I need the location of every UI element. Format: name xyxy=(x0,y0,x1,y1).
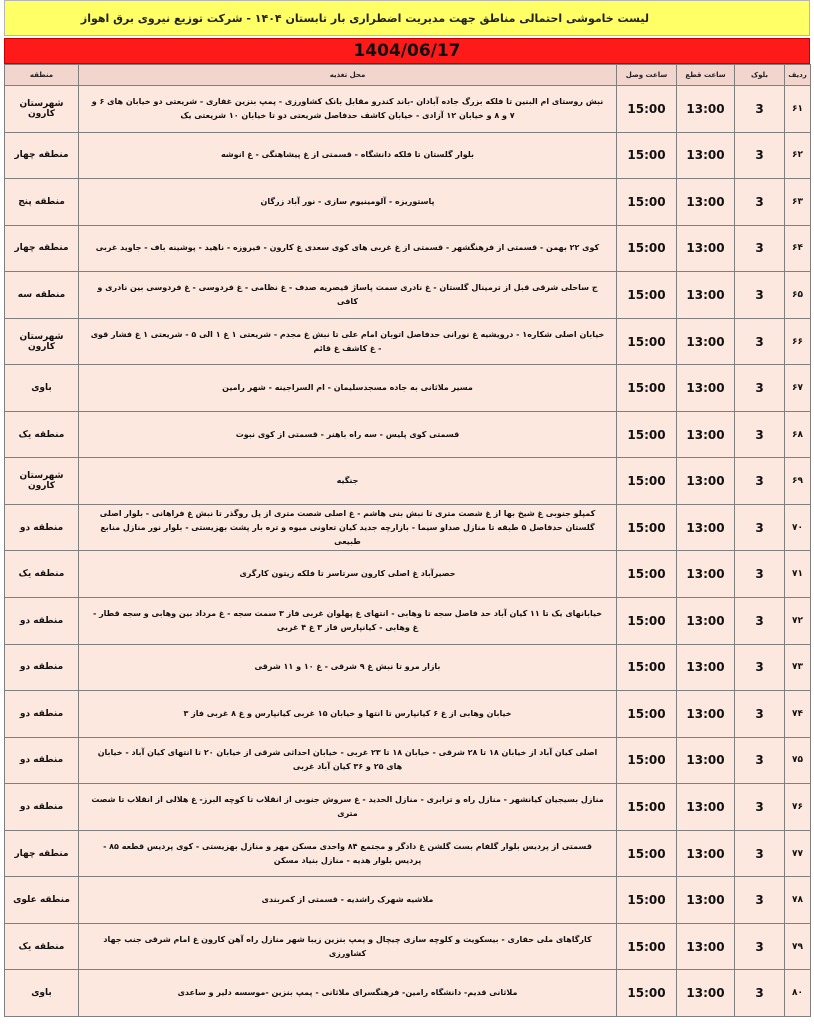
table-row xyxy=(5,365,811,412)
region-cell: منطقه پنج xyxy=(5,179,79,226)
table-row xyxy=(5,318,811,365)
block-cell: 3 xyxy=(735,504,785,551)
outage-table xyxy=(4,64,811,1017)
feed-location-cell: خیابانهای یک تا ۱۱ کیان آباد حد فاصل سجه تا وهابی - انتهای غ پهلوان غربی فاز ۳ سمت سجه - غ مرداد بین وهابی و سجه قطار - غ وهابی - کیانپارس فاز ۳ غ ۴ غربی xyxy=(79,598,617,645)
block-cell: 3 xyxy=(735,970,785,1017)
cut-time-cell: 13:00 xyxy=(677,784,735,831)
connect-time-cell: 15:00 xyxy=(617,86,677,133)
table-row xyxy=(5,877,811,924)
feed-location-cell: ج ساحلی شرقی قبل از ترمینال گلستان - غ نادری سمت پاساژ قیصریه صدف - غ نظامی - غ فردوسی - غ فردوسی بین نادری و کافی xyxy=(79,272,617,319)
region-cell: منطقه علوی xyxy=(5,877,79,924)
cut-time-cell: 13:00 xyxy=(677,923,735,970)
feed-location-cell: حصیرآباد غ اصلی کارون سرتاسر تا فلکه زیتون کارگری xyxy=(79,551,617,598)
connect-time-cell: 15:00 xyxy=(617,272,677,319)
block-cell: 3 xyxy=(735,365,785,412)
row-number-cell: ۷۴ xyxy=(785,691,811,738)
page-title: لیست خاموشی احتمالی مناطق جهت مدیریت اضطراری بار تابستان ۱۴۰۴ - شرکت توزیع نیروی برق اهواز xyxy=(4,0,810,36)
cut-time-cell: 13:00 xyxy=(677,691,735,738)
page xyxy=(4,0,812,1024)
feed-location-cell: کمپلو جنوبی غ شیخ بها از غ شصت متری تا نبش بنی هاشم - غ اصلی شصت متری از پل روگذر تا نبش غ فراهانی - بلوار اصلی گلستان حدفاصل ۵ طبقه تا منازل صداو سیما - بازارچه جدید کیان تعاونی میوه و تره بار پشت بهزیستی - بلوار نور منازل منابع طبیعی xyxy=(79,504,617,551)
date-banner: 1404/06/17 xyxy=(4,38,810,64)
block-cell: 3 xyxy=(735,458,785,505)
connect-time-cell: 15:00 xyxy=(617,784,677,831)
block-cell: 3 xyxy=(735,551,785,598)
feed-location-cell: ملاثانی قدیم- دانشگاه رامین- فرهنگسرای ملاثانی - پمپ بنزین -موسسه دلیر و ساعدی xyxy=(79,970,617,1017)
region-cell: منطقه دو xyxy=(5,504,79,551)
block-cell: 3 xyxy=(735,877,785,924)
row-number-cell: ۷۵ xyxy=(785,737,811,784)
block-cell: 3 xyxy=(735,411,785,458)
cut-time-cell: 13:00 xyxy=(677,458,735,505)
row-number-cell: ۷۳ xyxy=(785,644,811,691)
table-row xyxy=(5,225,811,272)
row-number-cell: ۷۹ xyxy=(785,923,811,970)
connect-time-cell: 15:00 xyxy=(617,970,677,1017)
region-cell: منطقه یک xyxy=(5,551,79,598)
feed-location-cell: خیابان اصلی شکاره۱ - درویشیه غ نورانی حدفاصل اتوبان امام علی تا نبش غ مجدم - شریعتی ۱ غ ۱ الی ۵ - شریعتی ۱ غ فشار قوی - غ کاشف غ قائم xyxy=(79,318,617,365)
region-cell: منطقه چهار xyxy=(5,132,79,179)
table-row xyxy=(5,970,811,1017)
feed-location-cell: قسمتی از پردیس بلوار گلفام بست گلشن غ دادگر و مجتمع ۸۴ واحدی مسکن مهر و منازل بهزیستی - کوی پردیس قطعه ۸۵ - پردیس بلوار هدیه - منازل بنیاد مسکن xyxy=(79,830,617,877)
cut-time-cell: 13:00 xyxy=(677,970,735,1017)
row-number-cell: ۷۸ xyxy=(785,877,811,924)
cut-time-cell: 13:00 xyxy=(677,365,735,412)
block-cell: 3 xyxy=(735,830,785,877)
region-cell: منطقه دو xyxy=(5,644,79,691)
row-number-cell: ۷۶ xyxy=(785,784,811,831)
cut-time-cell: 13:00 xyxy=(677,737,735,784)
connect-time-cell: 15:00 xyxy=(617,923,677,970)
cut-time-cell: 13:00 xyxy=(677,179,735,226)
feed-location-cell: قسمتی کوی پلیس - سه راه باهنر - قسمتی از کوی نبوت xyxy=(79,411,617,458)
block-cell: 3 xyxy=(735,598,785,645)
connect-time-cell: 15:00 xyxy=(617,318,677,365)
table-row xyxy=(5,598,811,645)
header-row-number: ردیف xyxy=(785,65,811,86)
region-cell: منطقه یک xyxy=(5,411,79,458)
table-row xyxy=(5,551,811,598)
block-cell: 3 xyxy=(735,86,785,133)
cut-time-cell: 13:00 xyxy=(677,411,735,458)
table-row xyxy=(5,132,811,179)
table-row xyxy=(5,830,811,877)
feed-location-cell: کوی ۲۲ بهمن - قسمتی از فرهنگشهر - قسمتی از غ غربی های کوی سعدی غ کارون - فیروزه - ناهید - پوشینه باف - جاوید غربی xyxy=(79,225,617,272)
cut-time-cell: 13:00 xyxy=(677,504,735,551)
region-cell: باوی xyxy=(5,970,79,1017)
cut-time-cell: 13:00 xyxy=(677,644,735,691)
header-connect-time: ساعت وصل xyxy=(617,65,677,86)
region-cell: منطقه چهار xyxy=(5,225,79,272)
row-number-cell: ۷۱ xyxy=(785,551,811,598)
feed-location-cell: بازار مرو تا نبش غ ۹ شرقی - غ ۱۰ و ۱۱ شرقی xyxy=(79,644,617,691)
cut-time-cell: 13:00 xyxy=(677,877,735,924)
connect-time-cell: 15:00 xyxy=(617,737,677,784)
header-block: بلوک xyxy=(735,65,785,86)
feed-location-cell: اصلی کیان آباد از خیابان ۱۸ تا ۲۸ شرقی - خیابان ۱۸ تا ۲۳ غربی - خیابان احداثی شرقی از خیابان ۲۰ تا انتهای کیان آباد - خیابان های ۲۵ و ۳۶ کیان آباد غربی xyxy=(79,737,617,784)
connect-time-cell: 15:00 xyxy=(617,365,677,412)
row-number-cell: ۶۸ xyxy=(785,411,811,458)
row-number-cell: ۶۹ xyxy=(785,458,811,505)
region-cell: منطقه دو xyxy=(5,737,79,784)
table-row xyxy=(5,272,811,319)
connect-time-cell: 15:00 xyxy=(617,598,677,645)
row-number-cell: ۶۷ xyxy=(785,365,811,412)
connect-time-cell: 15:00 xyxy=(617,691,677,738)
block-cell: 3 xyxy=(735,318,785,365)
connect-time-cell: 15:00 xyxy=(617,411,677,458)
region-cell: شهرستان کارون xyxy=(5,318,79,365)
cut-time-cell: 13:00 xyxy=(677,551,735,598)
region-cell: منطقه چهار xyxy=(5,830,79,877)
block-cell: 3 xyxy=(735,179,785,226)
block-cell: 3 xyxy=(735,272,785,319)
row-number-cell: ۶۴ xyxy=(785,225,811,272)
cut-time-cell: 13:00 xyxy=(677,318,735,365)
table-row xyxy=(5,411,811,458)
connect-time-cell: 15:00 xyxy=(617,132,677,179)
region-cell: منطقه یک xyxy=(5,923,79,970)
region-cell: منطقه دو xyxy=(5,784,79,831)
cut-time-cell: 13:00 xyxy=(677,830,735,877)
feed-location-cell: پاستوریزه - آلومینیوم سازی - نور آباد زرگان xyxy=(79,179,617,226)
block-cell: 3 xyxy=(735,784,785,831)
region-cell: منطقه سه xyxy=(5,272,79,319)
cut-time-cell: 13:00 xyxy=(677,598,735,645)
cut-time-cell: 13:00 xyxy=(677,132,735,179)
header-region: منطقه xyxy=(5,65,79,86)
region-cell: شهرستان کارون xyxy=(5,458,79,505)
row-number-cell: ۸۰ xyxy=(785,970,811,1017)
table-row xyxy=(5,644,811,691)
table-row xyxy=(5,784,811,831)
connect-time-cell: 15:00 xyxy=(617,225,677,272)
block-cell: 3 xyxy=(735,691,785,738)
region-cell: شهرستان کارون xyxy=(5,86,79,133)
connect-time-cell: 15:00 xyxy=(617,644,677,691)
feed-location-cell: نبش روستای ام البنین تا فلکه بزرگ جاده آبادان -باند کندرو مقابل بانک کشاورزی - پمپ بنزین غفاری - شریعتی دو خیابان های ۶ و ۷ و ۸ و خیابان ۱۲ آزادی - خیابان کاشف حدفاصل شریعتی دو تا خیابان ۱۰ شریعتی یک xyxy=(79,86,617,133)
feed-location-cell: بلوار گلستان تا فلکه دانشگاه - قسمتی از غ پیشاهنگی - غ انوشه xyxy=(79,132,617,179)
row-number-cell: ۶۳ xyxy=(785,179,811,226)
region-cell: منطقه دو xyxy=(5,598,79,645)
feed-location-cell: کارگاهای ملی حفاری - بیسکویت و کلوچه سازی چیچال و پمپ بنزین زیبا شهر منازل راه آهن کارون غ امام شرقی جنب جهاد کشاورزی xyxy=(79,923,617,970)
table-row xyxy=(5,923,811,970)
connect-time-cell: 15:00 xyxy=(617,458,677,505)
header-cut-time: ساعت قطع xyxy=(677,65,735,86)
header-feed-location: محل تغذیه xyxy=(79,65,617,86)
table-row xyxy=(5,504,811,551)
row-number-cell: ۷۲ xyxy=(785,598,811,645)
feed-location-cell: مسیر ملاثانی به جاده مسجدسلیمان - ام السراجینه - شهر رامین xyxy=(79,365,617,412)
block-cell: 3 xyxy=(735,737,785,784)
row-number-cell: ۷۰ xyxy=(785,504,811,551)
table-row xyxy=(5,86,811,133)
block-cell: 3 xyxy=(735,923,785,970)
table-row xyxy=(5,458,811,505)
row-number-cell: ۶۵ xyxy=(785,272,811,319)
connect-time-cell: 15:00 xyxy=(617,179,677,226)
feed-location-cell: منازل بسیجیان کیانشهر - منازل راه و ترابری - منازل الحدید - غ سروش جنوبی از انقلاب تا کوچه البرز- غ هلالی از انقلاب تا شصت متری xyxy=(79,784,617,831)
cut-time-cell: 13:00 xyxy=(677,272,735,319)
table-row xyxy=(5,179,811,226)
feed-location-cell: ملاشیه شهرک راشدیه - قسمتی از کمربندی xyxy=(79,877,617,924)
cut-time-cell: 13:00 xyxy=(677,225,735,272)
table-row xyxy=(5,691,811,738)
row-number-cell: ۷۷ xyxy=(785,830,811,877)
feed-location-cell: جنگیه xyxy=(79,458,617,505)
region-cell: باوی xyxy=(5,365,79,412)
block-cell: 3 xyxy=(735,644,785,691)
block-cell: 3 xyxy=(735,132,785,179)
block-cell: 3 xyxy=(735,225,785,272)
row-number-cell: ۶۱ xyxy=(785,86,811,133)
cut-time-cell: 13:00 xyxy=(677,86,735,133)
region-cell: منطقه دو xyxy=(5,691,79,738)
connect-time-cell: 15:00 xyxy=(617,504,677,551)
connect-time-cell: 15:00 xyxy=(617,877,677,924)
connect-time-cell: 15:00 xyxy=(617,830,677,877)
table-header-row xyxy=(5,65,811,86)
table-row xyxy=(5,737,811,784)
row-number-cell: ۶۶ xyxy=(785,318,811,365)
feed-location-cell: خیابان وهابی از غ ۶ کیانپارس تا انتها و خیابان ۱۵ غربی کیانپارس و غ ۸ غربی فاز ۳ xyxy=(79,691,617,738)
connect-time-cell: 15:00 xyxy=(617,551,677,598)
row-number-cell: ۶۲ xyxy=(785,132,811,179)
